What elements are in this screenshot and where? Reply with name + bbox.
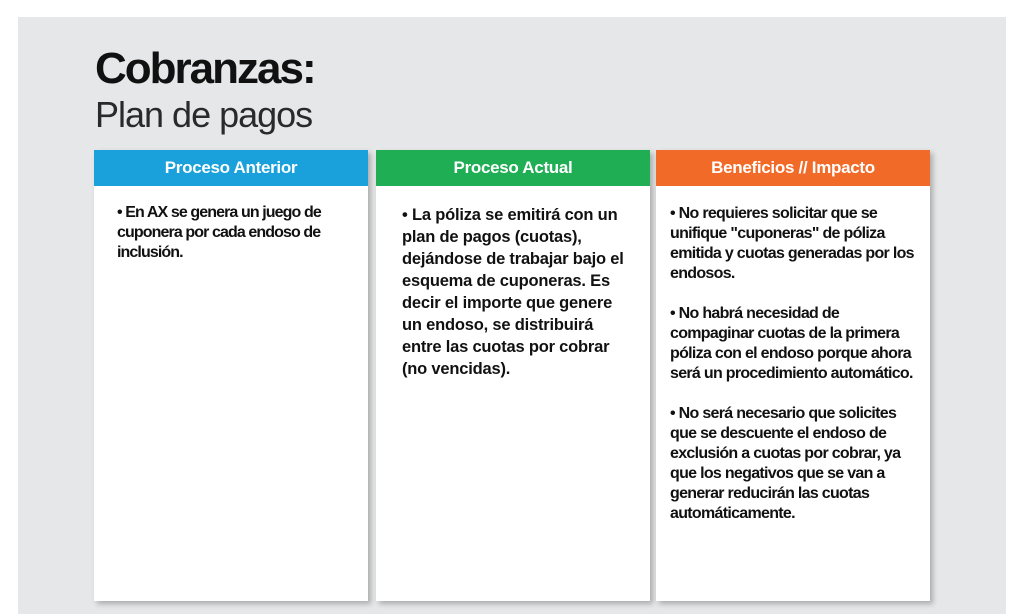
column-body (376, 186, 650, 380)
bullet-text: • No será necesario que solicites que se descuente el endoso de exclusión a cuotas por cobrar, ya que los negativos que se van a generar reducirán las cuotas automáticamente. (670, 405, 901, 522)
column-body (94, 186, 368, 263)
page-title: Cobranzas: (95, 44, 315, 93)
column-body (656, 186, 930, 524)
bullet-text: • En AX se genera un juego de cuponera por cada endoso de inclusión. (117, 204, 321, 261)
column-proceso-anterior (94, 150, 368, 601)
column-header-proceso-anterior: Proceso Anterior (94, 150, 368, 186)
column-header-proceso-actual: Proceso Actual (376, 150, 650, 186)
column-proceso-actual (376, 150, 650, 601)
bullet-text: • No requieres solicitar que se unifique "cuponeras" de póliza emitida y cuotas generadas por los endosos. (670, 205, 914, 282)
bullet-text: • La póliza se emitirá con un plan de pagos (cuotas), dejándose de trabajar bajo el esquema de cuponeras. Es decir el importe que genere un endoso, se distribuirá entre las cuotas por cobrar (no vencidas). (402, 206, 624, 378)
column-header-beneficios-impacto: Beneficios // Impacto (656, 150, 930, 186)
bullet-text: • No habrá necesidad de compaginar cuotas de la primera póliza con el endoso porque ahora será un procedimiento automático. (670, 305, 913, 382)
page-subtitle: Plan de pagos (95, 94, 313, 135)
column-beneficios-impacto (656, 150, 930, 601)
